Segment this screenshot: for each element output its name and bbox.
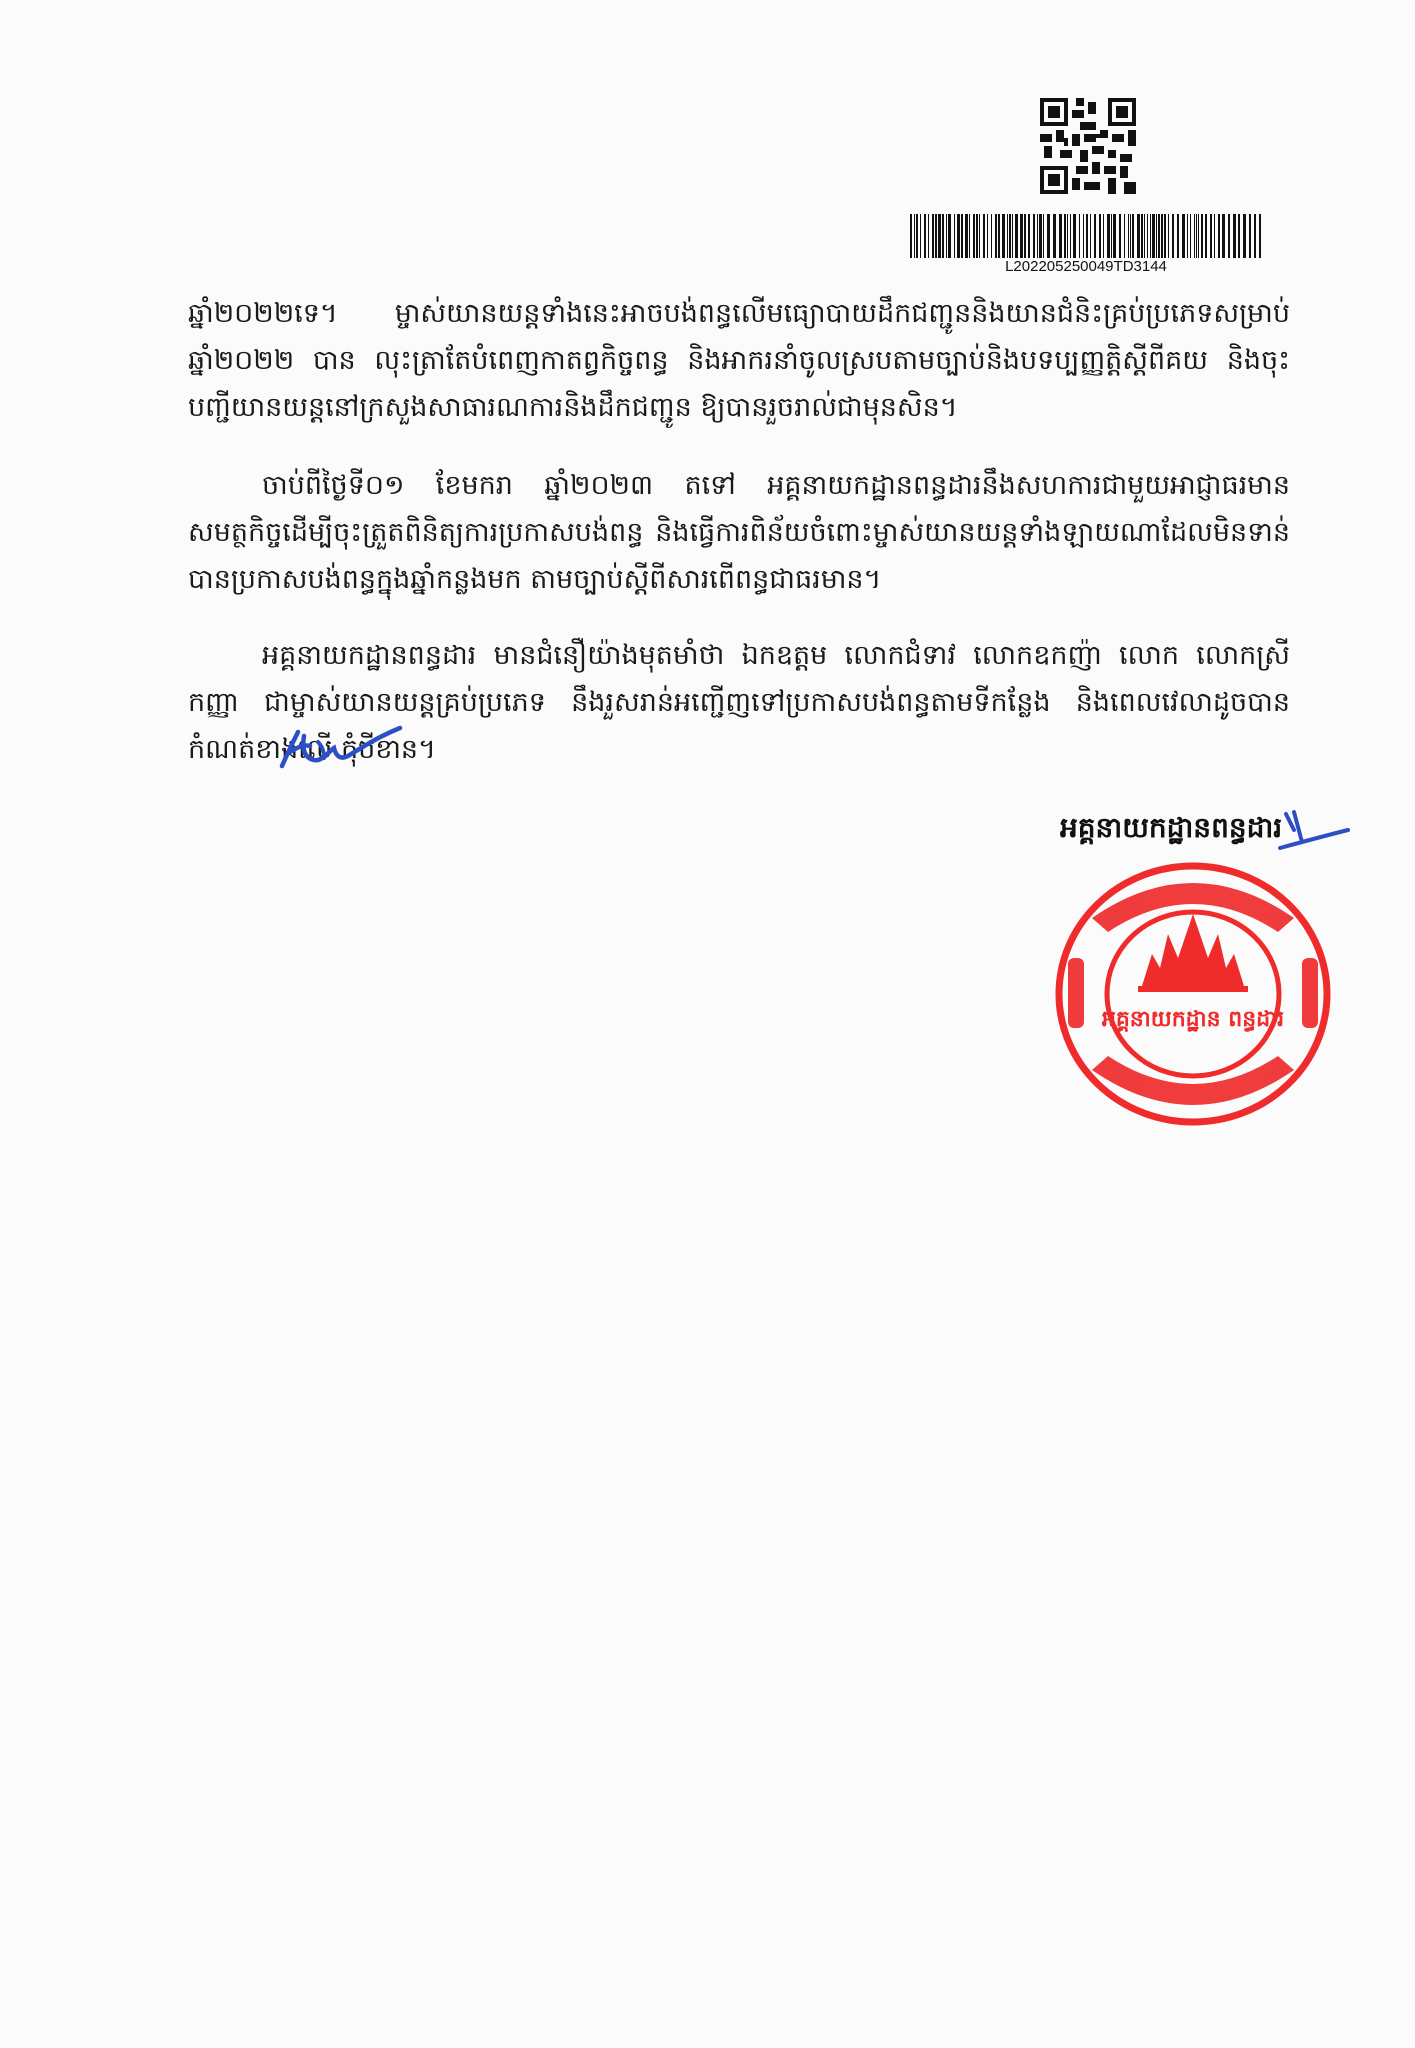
- barcode-bar: [1156, 214, 1157, 258]
- barcode-bar: [1130, 214, 1131, 258]
- barcode-bar: [1064, 214, 1066, 258]
- barcode-bar: [1103, 214, 1104, 258]
- qr-code-icon: [1040, 98, 1136, 194]
- barcode-bar: [1172, 214, 1174, 258]
- barcode-bar: [1238, 214, 1240, 258]
- barcode-bar: [961, 214, 963, 258]
- barcode-bar: [1037, 214, 1038, 258]
- barcode-bar: [979, 214, 980, 258]
- barcode-bar: [1070, 214, 1071, 258]
- barcode-bar: [1187, 214, 1188, 258]
- barcode-bar: [1012, 214, 1013, 258]
- barcode-bar: [998, 214, 1000, 258]
- paragraph-1: ឆ្នាំ២០២២ទេ។ ម្ចាស់យានយន្តទាំងនេះអាចបង់ពន្ធលើមធ្យោបាយដឹកជញ្ជូននិងយានជំនិះគ្រប់ប្រភេទសម្រាប់ឆ្នាំ២០២២ បាន លុះត្រាតែបំពេញកាតព្វកិច្ចពន្ធ និងអាករនាំចូលស្របតាមច្បាប់និងបទប្បញ្ញត្តិស្តីពីគយ និងចុះបញ្ជីយានយន្តនៅក្រសួងសាធារណការនិងដឹកជញ្ជូន ឱ្យបានរួចរាល់ជាមុនសិន។: [188, 298, 1290, 423]
- barcode-bar: [995, 214, 997, 258]
- barcode-bar: [1024, 214, 1026, 258]
- barcode-bar: [1015, 214, 1018, 258]
- barcode-bar: [1161, 214, 1163, 258]
- barcode-bar: [1009, 214, 1011, 258]
- barcode-bar: [983, 214, 985, 258]
- barcode-bar: [938, 214, 941, 258]
- barcode-bar: [1079, 214, 1080, 258]
- barcode-bar: [1201, 214, 1203, 258]
- barcode-bar: [1194, 214, 1195, 258]
- signatory-title: អគ្គនាយកដ្ឋានពន្ធដារ: [1060, 811, 1283, 844]
- barcode-bar: [965, 214, 968, 258]
- barcode-bar: [1144, 214, 1145, 258]
- barcode-bar: [954, 214, 955, 258]
- barcode-bar: [914, 214, 915, 258]
- initials-signature-icon: [1272, 800, 1352, 860]
- barcode-bar: [991, 214, 992, 258]
- barcode-bar: [1111, 214, 1112, 258]
- barcode-bar: [1094, 214, 1096, 258]
- barcode-bar: [1090, 214, 1091, 258]
- barcode-bar: [1002, 214, 1005, 258]
- barcode-bar: [948, 214, 951, 258]
- barcode-bar: [1039, 214, 1042, 258]
- barcode-bar: [1205, 214, 1207, 258]
- barcode-bar: [1033, 214, 1035, 258]
- barcode-bar: [932, 214, 934, 258]
- barcode-bar: [1150, 214, 1151, 258]
- barcode-bar: [957, 214, 960, 258]
- barcode-bar: [1218, 214, 1220, 258]
- barcode-bar: [1222, 214, 1225, 258]
- barcode-bar: [1158, 214, 1160, 258]
- barcode-bar: [942, 214, 944, 258]
- barcode-bar: [1233, 214, 1236, 258]
- barcode-bar: [910, 214, 912, 258]
- barcode-bar: [1099, 214, 1101, 258]
- barcode-bar: [1020, 214, 1023, 258]
- barcode-bar: [1043, 214, 1044, 258]
- barcode-bar: [1214, 214, 1215, 258]
- barcode-bar: [1053, 214, 1056, 258]
- barcode-bar: [1028, 214, 1030, 258]
- barcode-bar: [1067, 214, 1068, 258]
- barcode-bar: [1047, 214, 1050, 258]
- barcode-bar: [1083, 214, 1084, 258]
- barcode-bar: [987, 214, 988, 258]
- barcode-bar: [946, 214, 947, 258]
- barcode-bar: [1249, 214, 1251, 258]
- barcode-bar: [1107, 214, 1110, 258]
- barcode-bar: [1259, 214, 1261, 258]
- barcode-bar: [920, 214, 921, 258]
- barcode-bar: [1059, 214, 1062, 258]
- barcode-bar: [1141, 214, 1143, 258]
- barcode-bar: [924, 214, 926, 258]
- paragraph-3: អគ្គនាយកដ្ឋានពន្ធដារ មានជំនឿយ៉ាងមុតមាំថា ឯកឧត្តម លោកជំទាវ លោកឧកញ៉ា លោក លោកស្រី កញ្ញា ជាម្ចាស់យានយន្តគ្រប់ប្រភេទ នឹងរួសរាន់អញ្ជើញទៅប្រកាសបង់ពន្ធតាមទីកន្លែង និងពេលវេលាដូចបានកំណត់ខាងលើ កុំបីខាន។: [188, 640, 1290, 765]
- barcode-bar: [935, 214, 937, 258]
- barcode-bar: [1113, 214, 1116, 258]
- barcode-bar: [969, 214, 970, 258]
- barcode-bar: [976, 214, 978, 258]
- barcode-bar: [1132, 214, 1134, 258]
- paragraph-2: ចាប់ពីថ្ងៃទី០១ ខែមករា ឆ្នាំ២០២៣ តទៅ អគ្គនាយកដ្ឋានពន្ធដារនឹងសហការជាមួយអាជ្ញាធរមានសមត្ថកិច្ចដើម្បីចុះត្រួតពិនិត្យការប្រកាសបង់ពន្ធ និងធ្វើការពិន័យចំពោះម្ចាស់យានយន្តទាំងឡាយណាដែលមិនទាន់បានប្រកាសបង់ពន្ធក្នុងឆ្នាំកន្លងមក តាមច្បាប់ស្តីពីសារពើពន្ធជាធរមាន។: [188, 470, 1290, 595]
- seal-text: អគ្គនាយកដ្ឋាន ពន្ធដារ: [1101, 1007, 1285, 1032]
- barcode-bar: [928, 214, 929, 258]
- barcode-bar: [916, 214, 918, 258]
- official-seal-icon: [1052, 858, 1334, 1130]
- barcode-bar: [1119, 214, 1121, 258]
- barcode-bar: [1190, 214, 1191, 258]
- barcode-bar: [1182, 214, 1185, 258]
- barcode-bar: [1243, 214, 1246, 258]
- barcode-bar: [1007, 214, 1008, 258]
- barcode-bar: [1086, 214, 1088, 258]
- initials-signature-icon: [274, 722, 404, 774]
- barcode-bar: [1128, 214, 1129, 258]
- barcode-bar: [1210, 214, 1212, 258]
- barcode-bar: [1147, 214, 1148, 258]
- barcode-bar: [1164, 214, 1166, 258]
- barcode-bar: [1254, 214, 1256, 258]
- barcode-bar: [973, 214, 975, 258]
- barcode-bar: [1137, 214, 1140, 258]
- barcode-bar: [1196, 214, 1197, 258]
- barcode-bar: [1124, 214, 1125, 258]
- barcode-bar: [1073, 214, 1076, 258]
- barcode-bar: [1228, 214, 1230, 258]
- barcode-bar: [1198, 214, 1199, 258]
- barcode-bar: [1152, 214, 1155, 258]
- barcode-bar: [1168, 214, 1169, 258]
- reference-number: L202205250049TD3144: [1005, 258, 1167, 275]
- barcode-icon: [908, 214, 1264, 258]
- barcode-bar: [1177, 214, 1179, 258]
